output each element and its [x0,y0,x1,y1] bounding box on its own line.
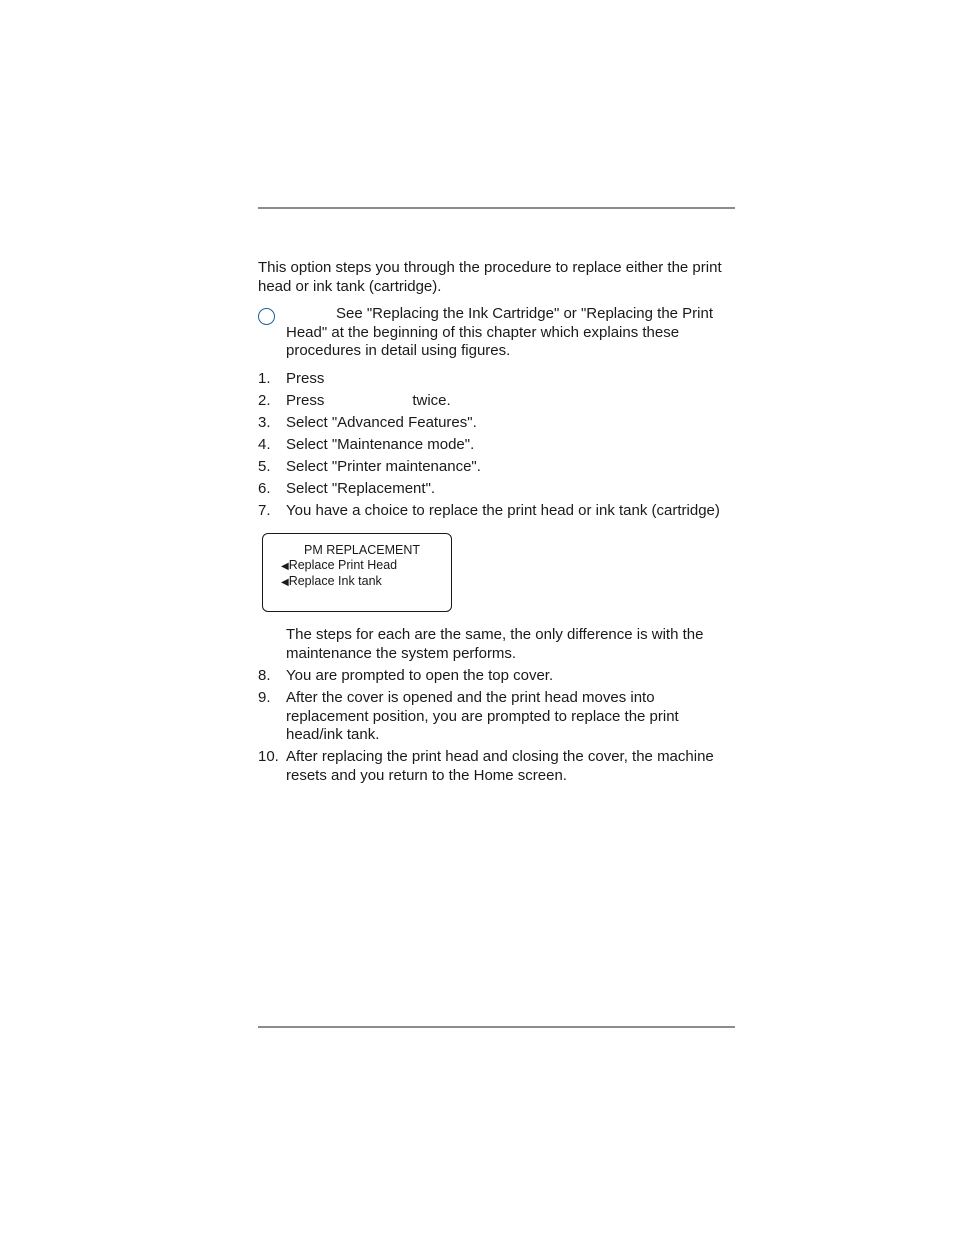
step-number: 5. [258,457,271,475]
step-number: 10. [258,748,279,765]
note-text: See "Replacing the Ink Cartridge" or "Replacing the Print Head" at the beginning of this chapter which explains these procedures in detail using figures. [286,305,714,359]
list-item [258,667,735,686]
page-content [258,259,735,789]
step-text: Select "Replacement". [286,479,436,497]
step-text: You are prompted to open the top cover. [286,667,554,684]
steps-list [258,370,735,521]
step-number: 1. [258,369,271,387]
step-text: You have a choice to replace the print head or ink tank (cartridge) [286,501,720,519]
list-item [258,480,735,499]
step-text: Select "Advanced Features". [286,413,477,431]
step-number: 8. [258,667,271,684]
list-item [258,502,735,521]
step-number: 2. [258,391,271,409]
step-number: 3. [258,413,271,431]
step-number: 6. [258,479,271,497]
list-item [258,436,735,455]
list-item [258,370,735,389]
lcd-title: PM REPLACEMENT [304,543,420,557]
step-suffix: twice. [412,391,451,409]
intro-paragraph: This option steps you through the procedure to replace either the print head or ink tank (cartridge). [258,259,722,295]
list-item [258,748,735,785]
list-item [258,689,735,745]
footer-rule [258,1026,735,1028]
step-text: Select "Maintenance mode". [286,435,475,453]
list-item [258,458,735,477]
lcd-option-label: Replace Print Head [288,558,398,572]
step-text: After replacing the print head and closing the cover, the machine resets and you return to the Home screen. [286,748,714,784]
info-circle-icon [258,308,275,325]
step7-followup: The steps for each are the same, the only difference is with the maintenance the system performs. [286,626,704,662]
step-text: After the cover is opened and the print head moves into replacement position, you are prompted to replace the print head/ink tank. [286,689,679,743]
header-rule [258,207,735,209]
step-text: Press [286,391,325,409]
lcd-display [262,533,452,612]
step-number: 4. [258,435,271,453]
step-text: Select "Printer maintenance". [286,457,481,475]
lcd-option-ink-tank [281,574,451,590]
step-number: 7. [258,501,271,519]
step-text: Press [286,369,325,387]
left-arrow-icon: ◀ [281,577,289,588]
step-number: 9. [258,689,271,706]
lcd-option-label: Replace Ink tank [288,574,382,588]
list-item [258,392,735,411]
lcd-option-print-head [281,558,451,574]
left-arrow-icon: ◀ [281,561,289,572]
list-item [258,414,735,433]
steps-list-continued [258,667,735,785]
note-block [258,305,735,361]
